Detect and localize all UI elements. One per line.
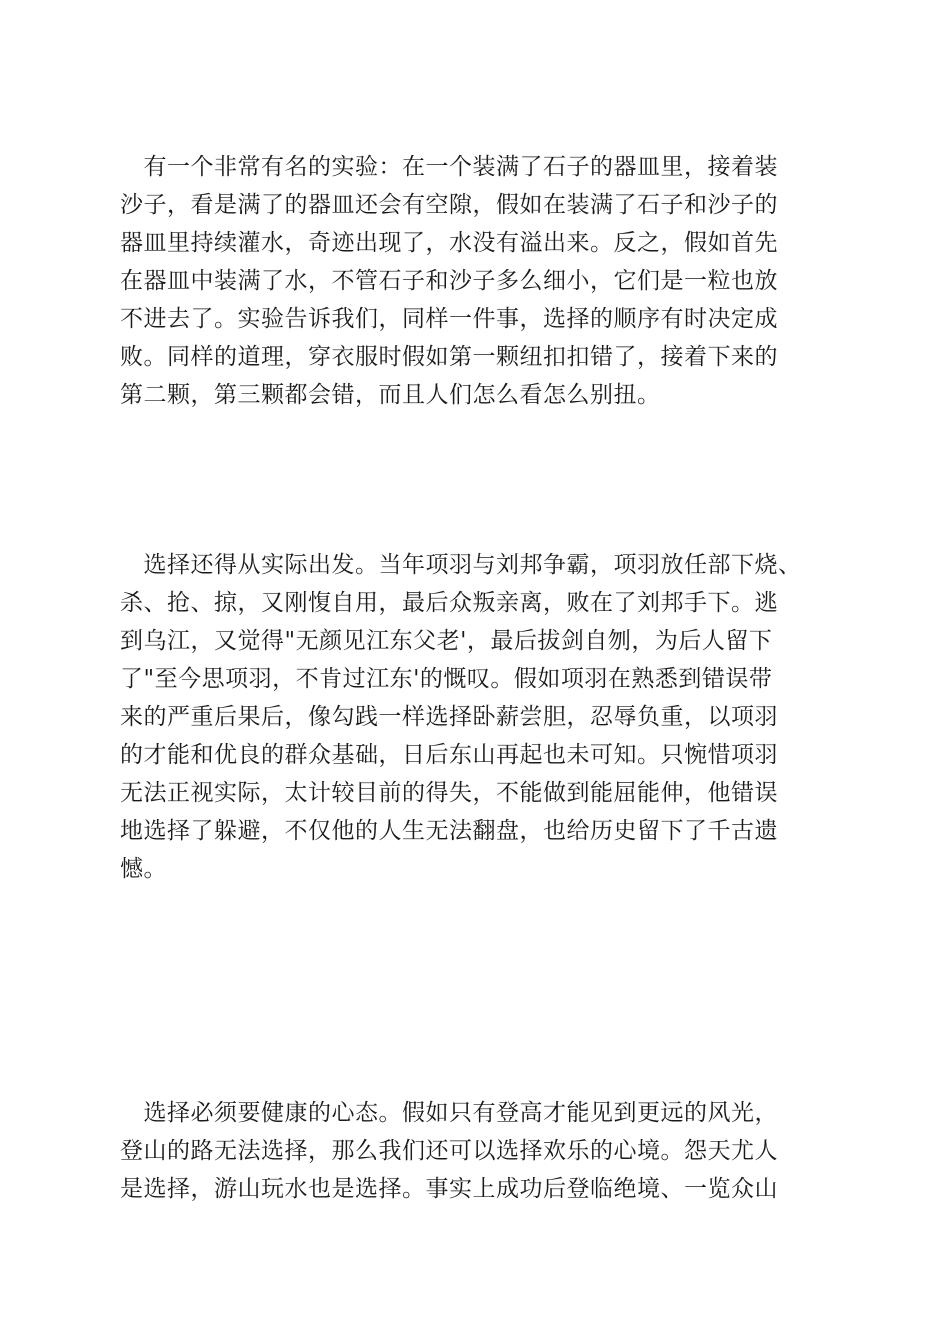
- text-line: 的才能和优良的群众基础，日后东山再起也未可知。只惋惜项羽: [120, 742, 778, 768]
- text-line: 登山的路无法选择，那么我们还可以选择欢乐的心境。怨天尤人: [120, 1138, 778, 1164]
- paragraph-experiment: [120, 148, 840, 414]
- text-line: 了"至今思项羽，不肯过江东'的慨叹。假如项羽在熟悉到错误带: [120, 666, 773, 692]
- text-line: 无法正视实际，太计较目前的得失，不能做到能屈能伸，他错误: [120, 780, 778, 806]
- text-line: 选择必须要健康的心态。假如只有登高才能见到更远的风光，: [120, 1100, 778, 1126]
- text-line: 到乌江，又觉得"无颜见江东父老'，最后拔剑自刎，为后人留下: [120, 628, 773, 654]
- text-line: 第二颗，第三颗都会错，而且人们怎么看怎么别扭。: [120, 382, 661, 408]
- text-line: 器皿里持续灌水，奇迹出现了，水没有溢出来。反之，假如首先: [120, 230, 778, 256]
- text-line: 是选择，游山玩水也是选择。事实上成功后登临绝境、一览众山: [120, 1176, 778, 1202]
- text-line: 败。同样的道理，穿衣服时假如第一颗纽扣扣错了，接着下来的: [120, 344, 778, 370]
- text-line: 不进去了。实验告诉我们，同样一件事，选择的顺序有时决定成: [120, 306, 778, 332]
- text-line: 杀、抢、掠，又刚愎自用，最后众叛亲离，败在了刘邦手下。逃: [120, 590, 778, 616]
- text-line: 地选择了躲避，不仅他的人生无法翻盘，也给历史留下了千古遗: [120, 818, 778, 844]
- paragraph-mindset: [120, 1094, 840, 1208]
- text-line: 有一个非常有名的实验：在一个装满了石子的器皿里，接着装: [120, 154, 778, 180]
- text-line: 来的严重后果后，像勾践一样选择卧薪尝胆，忍辱负重，以项羽: [120, 704, 778, 730]
- text-line: 憾。: [120, 856, 167, 882]
- paragraph-xiang-yu: [120, 546, 840, 888]
- text-line: 选择还得从实际出发。当年项羽与刘邦争霸，项羽放任部下烧、: [120, 552, 802, 578]
- text-line: 沙子，看是满了的器皿还会有空隙，假如在装满了石子和沙子的: [120, 192, 778, 218]
- text-line: 在器皿中装满了水，不管石子和沙子多么细小，它们是一粒也放: [120, 268, 778, 294]
